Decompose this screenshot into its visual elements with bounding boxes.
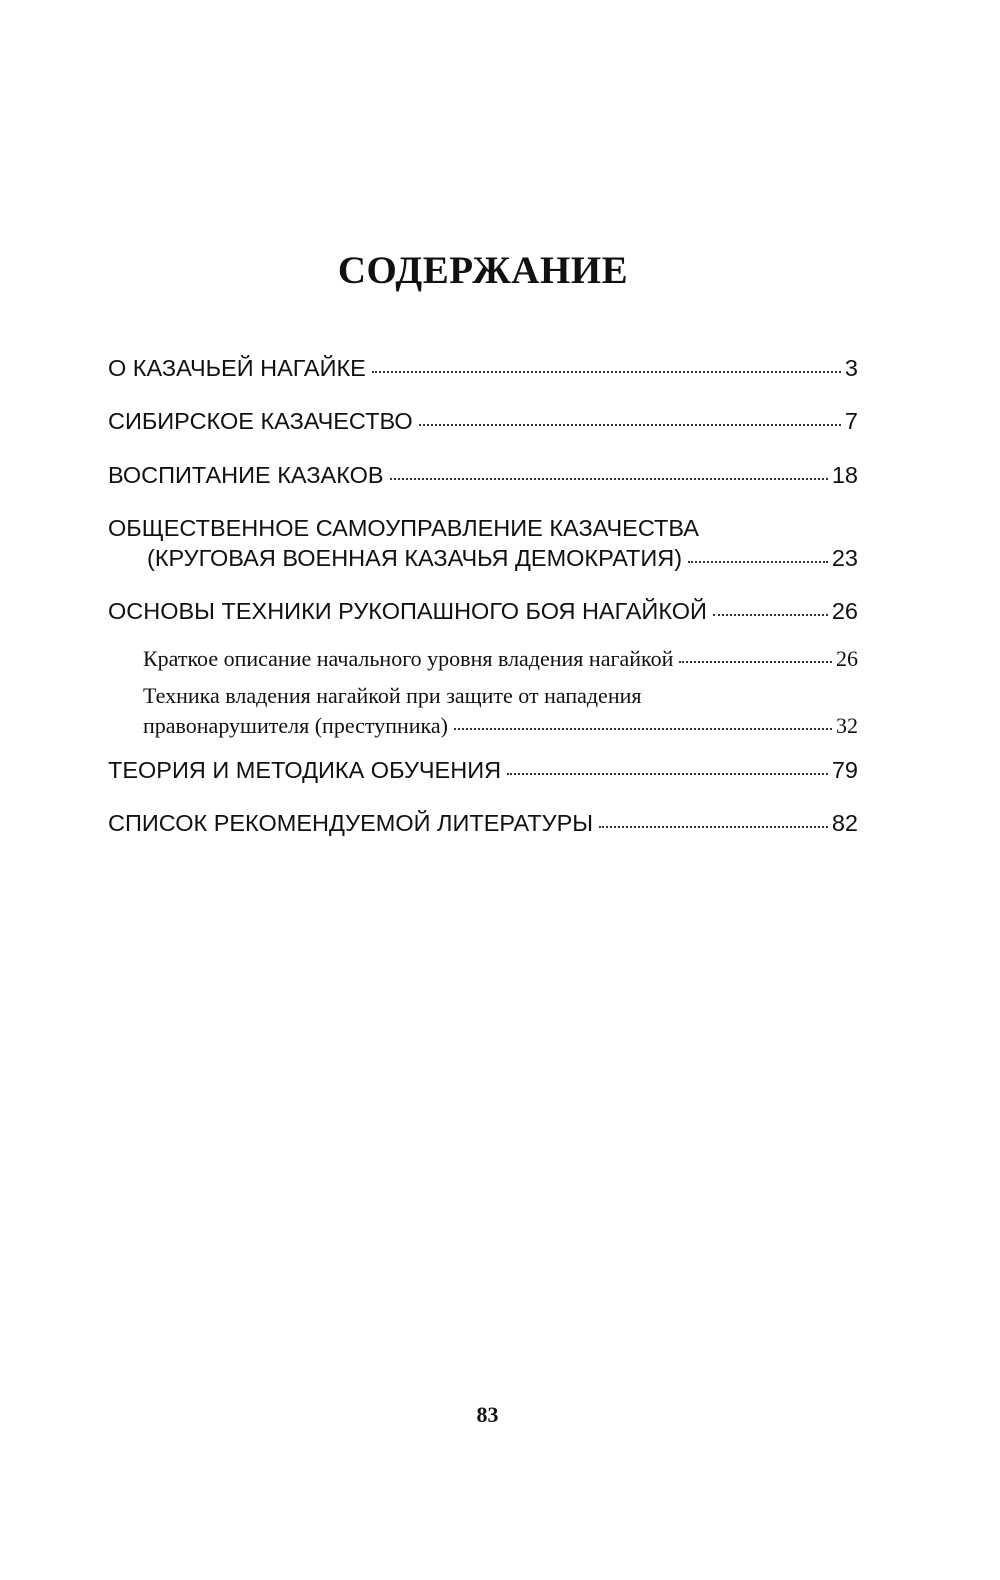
toc-entry-page: 79: [831, 757, 858, 783]
dot-leader: [454, 728, 832, 730]
toc-entry-page: 18: [831, 462, 858, 488]
toc-entry-label: О КАЗАЧЬЕЙ НАГАЙКЕ: [108, 355, 366, 381]
dot-leader: [507, 773, 828, 775]
toc-entry-label: ТЕОРИЯ И МЕТОДИКА ОБУЧЕНИЯ: [108, 757, 502, 783]
toc-entry-theory-methods[interactable]: [108, 757, 858, 784]
toc-entry-self-government[interactable]: [147, 545, 858, 572]
toc-entry-page: 32: [836, 713, 858, 738]
toc-entry-nagaika[interactable]: [108, 355, 858, 382]
page-number: 83: [476, 1402, 499, 1427]
toc-entry-siberian-cossacks[interactable]: [108, 408, 858, 435]
dot-leader: [679, 661, 832, 663]
toc-entry-label: ВОСПИТАНИЕ КАЗАКОВ: [108, 462, 384, 488]
toc-entry-label: правонарушителя (преступника): [143, 713, 448, 738]
toc-entry-page: 7: [844, 408, 858, 434]
dot-leader: [713, 614, 828, 616]
toc-entry-label: (КРУГОВАЯ ВОЕННАЯ КАЗАЧЬЯ ДЕМОКРАТИЯ): [147, 545, 683, 571]
toc-entry-label: Краткое описание начального уровня владения нагайкой: [143, 646, 674, 671]
dot-leader: [372, 371, 841, 373]
dot-leader: [390, 478, 828, 480]
toc-entry-label: ОСНОВЫ ТЕХНИКИ РУКОПАШНОГО БОЯ НАГАЙКОЙ: [108, 598, 707, 624]
toc-entry-page: 23: [831, 545, 858, 571]
dot-leader: [599, 826, 828, 828]
toc-subentry-initial-level[interactable]: [143, 646, 858, 672]
toc-entry-page: 26: [836, 646, 858, 671]
toc-entry-page: 82: [831, 810, 858, 836]
toc-entry-page: 26: [831, 598, 858, 624]
toc-subentry-line1[interactable]: Техника владения нагайкой при защите от нападения: [143, 683, 642, 708]
toc-entry-upbringing[interactable]: [108, 462, 858, 489]
toc-subentry-defense-technique[interactable]: [143, 713, 858, 739]
toc-entry-literature[interactable]: [108, 810, 858, 837]
dot-leader: [419, 424, 841, 426]
toc-entry-line1[interactable]: ОБЩЕСТВЕННОЕ САМОУПРАВЛЕНИЕ КАЗАЧЕСТВА: [108, 515, 699, 541]
toc-entry-combat-basics[interactable]: [108, 598, 858, 625]
page-title: СОДЕРЖАНИЕ: [337, 249, 629, 292]
toc-entry-label: СПИСОК РЕКОМЕНДУЕМОЙ ЛИТЕРАТУРЫ: [108, 810, 594, 836]
toc-entry-page: 3: [844, 355, 858, 381]
dot-leader: [688, 561, 828, 563]
toc-entry-label: СИБИРСКОЕ КАЗАЧЕСТВО: [108, 408, 413, 434]
